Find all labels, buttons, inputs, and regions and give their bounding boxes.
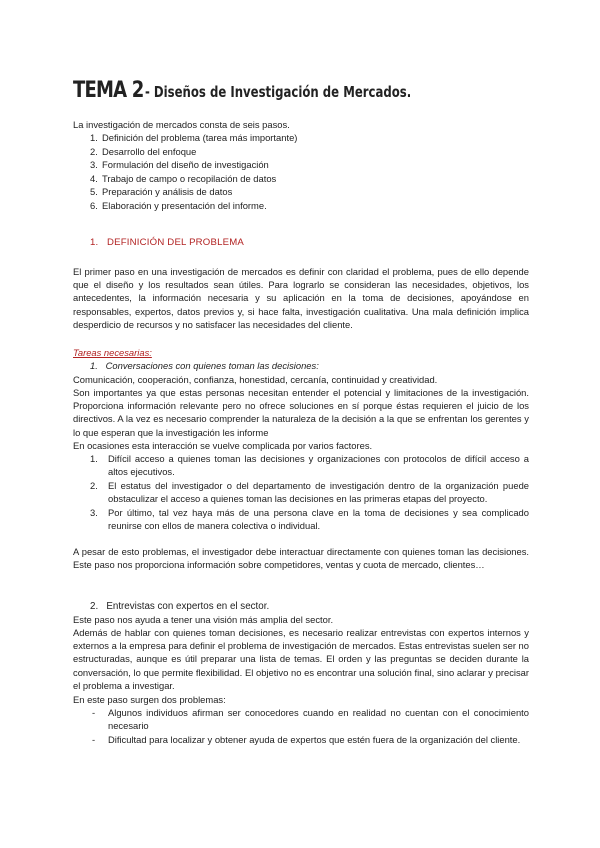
subheading-conversations: 1. Conversaciones con quienes toman las decisiones: xyxy=(90,360,319,371)
steps-list xyxy=(73,131,529,212)
values-line: Comunicación, cooperación, confianza, honestidad, cercanía, continuidad y creatividad. xyxy=(73,374,438,385)
list-item: 4. Trabajo de campo o recopilación de datos xyxy=(90,172,277,184)
paragraph-importance: Son importantes ya que estas personas necesitan entender el potencial y limitaciones de la investigación. Proporciona información relevante pero no ofrece soluciones en sí porque éstas requieren el juicio de los directivos. A la vez es necesario comprender la naturaleza de la decisión a la que se enfrentan los gerentes y lo que esperan que la investigación les informe xyxy=(73,387,529,438)
factors-list xyxy=(73,452,529,532)
section-number: 1. xyxy=(90,237,99,248)
subheading-experts: 2. Entrevistas con expertos en el sector. xyxy=(90,601,270,612)
list-item: 3. Formulación del diseño de investigación xyxy=(90,159,269,170)
list-item: 6. Elaboración y presentación del informe. xyxy=(90,199,267,211)
section-heading xyxy=(73,237,546,248)
list-item: - Dificultad para localizar y obtener ayuda de expertos que estén fuera de la organización del cliente. xyxy=(92,733,521,745)
list-item: 1. Difícil acceso a quienes toman las decisiones y organizaciones con protocolos de difícil acceso a altos ejecutivos. xyxy=(90,453,529,478)
list-item: 5. Preparación y análisis de datos xyxy=(90,186,233,197)
list-item: 3. Por último, tal vez haya más de una persona clave en la toma de decisiones y sea complicado reunirse con ellos de manera colectiva o individual. xyxy=(90,506,529,532)
list-item: 1. Definición del problema (tarea más importante) xyxy=(90,132,298,143)
tasks-heading: Tareas necesarias: xyxy=(73,347,152,358)
paragraph-problems-intro: En este paso surgen dos problemas: xyxy=(73,694,226,705)
intro-text: La investigación de mercados consta de seis pasos. xyxy=(73,119,290,130)
paragraph-despite: A pesar de esto problemas, el investigador debe interactuar directamente con quienes toman las decisiones. Este paso nos proporciona información sobre competidores, ventas y cuota de mercado, clientes… xyxy=(73,546,529,571)
list-item: - Algunos individuos afirman ser conocedores cuando en realidad no cuentan con el conocimiento necesario xyxy=(92,707,529,732)
paragraph-interviews: Además de hablar con quienes toman decisiones, es necesario realizar entrevistas con expertos internos y externos a la empresa para definir el problema de investigación de mercados. Estas entrevistas suelen ser no estructuradas, aunque es útil preparar una lista de temas. El orden y las preguntas se deciden durante la conversación, lo que permite flexibilidad. El objetivo no es encontrar una solución final, sino aclarar y precisar el problema a investigar. xyxy=(73,627,529,691)
paragraph-factors-intro: En ocasiones esta interacción se vuelve complicada por varios factores. xyxy=(73,440,373,451)
section-title: DEFINICIÓN DEL PROBLEMA xyxy=(107,237,244,248)
title-main: TEMA 2 xyxy=(73,78,144,103)
list-item: 2. Desarrollo del enfoque xyxy=(90,145,197,157)
list-item: 2. El estatus del investigador o del departamento de investigación dentro de la organización puede obstaculizar el acceso a quienes toman las decisiones en las primeras etapas del proyecto. xyxy=(90,479,529,505)
page-title xyxy=(73,78,486,103)
problems-list xyxy=(73,706,529,746)
paragraph-broad-view: Este paso nos ayuda a tener una visión más amplia del sector. xyxy=(73,614,334,625)
paragraph-definition: El primer paso en una investigación de mercados es definir con claridad el problema, pues de ello depende que el diseño y los resultados sean útiles. Para lograrlo se consideran las necesidades, objetivos, los antecedentes, la información necesaria y su aplicación en la toma de decisiones, apoyándose en responsables, expertos, datos previos y, si hace falta, investigación cualitativa. Una mala definición implica desperdicio de recursos y no satisfacer las necesidades del cliente. xyxy=(73,266,529,330)
title-subtitle: - Diseños de Investigación de Mercados. xyxy=(144,83,412,101)
